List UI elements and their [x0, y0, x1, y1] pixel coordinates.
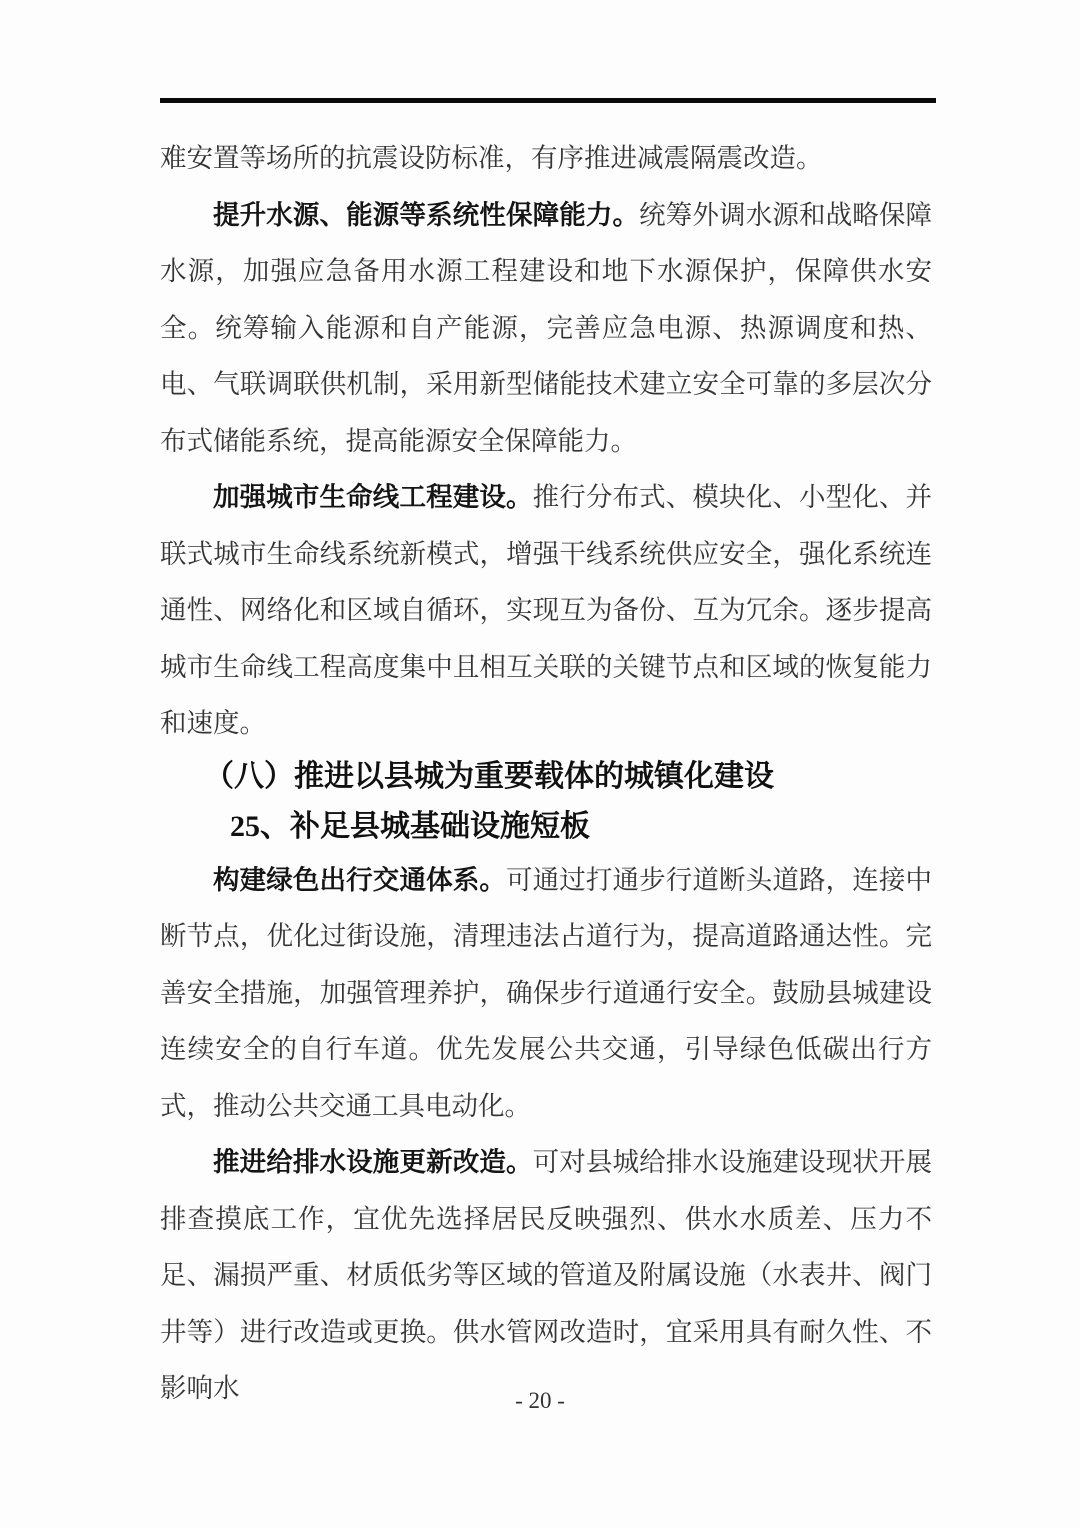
body-paragraph: [160, 1134, 932, 1417]
body-paragraph: [160, 130, 932, 187]
paragraph-lead: 构建绿色出行交通体系。: [213, 864, 506, 895]
paragraph-text: 统筹外调水源和战略保障水源，加强应急备用水源工程建设和地下水源保护，保障供水安全。统筹输入能源和自产能源，完善应急电源、热源调度和热、电、气联调联供机制，采用新型储能技术建立安全可靠的多层次分布式储能系统，提高能源安全保障能力。: [160, 199, 933, 456]
section-heading: （八）推进以县城为重要载体的城镇化建设: [204, 759, 774, 793]
paragraph-lead: 提升水源、能源等系统性保障能力。: [213, 199, 640, 230]
body-paragraph: [160, 187, 932, 470]
paragraph-lead: 加强城市生命线工程建设。: [213, 482, 533, 512]
paragraph-text: 难安置等场所的抗震设防标准，有序推进减震隔震改造。: [160, 143, 823, 173]
item-heading: 25、补足县城基础设施短板: [230, 809, 590, 843]
body-paragraph: [160, 852, 932, 1135]
document-content: [160, 130, 932, 1417]
paragraph-lead: 推进给排水设施更新改造。: [213, 1147, 533, 1177]
page-footer: [0, 1388, 1080, 1414]
paragraph-text: 推行分布式、模块化、小型化、并联式城市生命线系统新模式，增强干线系统供应安全，强化系统连通性、网络化和区域自循环，实现互为备份、互为冗余。逐步提高城市生命线工程高度集中且相互关联的关键节点和区域的恢复能力和速度。: [160, 482, 933, 738]
body-paragraph: [160, 469, 932, 752]
paragraph-text: 可对县城给排水设施建设现状开展排查摸底工作，宜优先选择居民反映强烈、供水水质差、压力不足、漏损严重、材质低劣等区域的管道及附属设施（水表井、阀门井等）进行改造或更换。供水管网改造时，宜采用具有耐久性、不影响水: [160, 1147, 933, 1403]
paragraph-text: 可通过打通步行道断头道路，连接中断节点，优化过街设施，清理违法占道行为，提高道路通达性。完善安全措施，加强管理养护，确保步行道通行安全。鼓励县城建设连续安全的自行车道。优先发展公共交通，引导绿色低碳出行方式，推动公共交通工具电动化。: [160, 864, 933, 1121]
page-number: - 20 -: [515, 1388, 565, 1413]
header-rule: [160, 98, 936, 103]
